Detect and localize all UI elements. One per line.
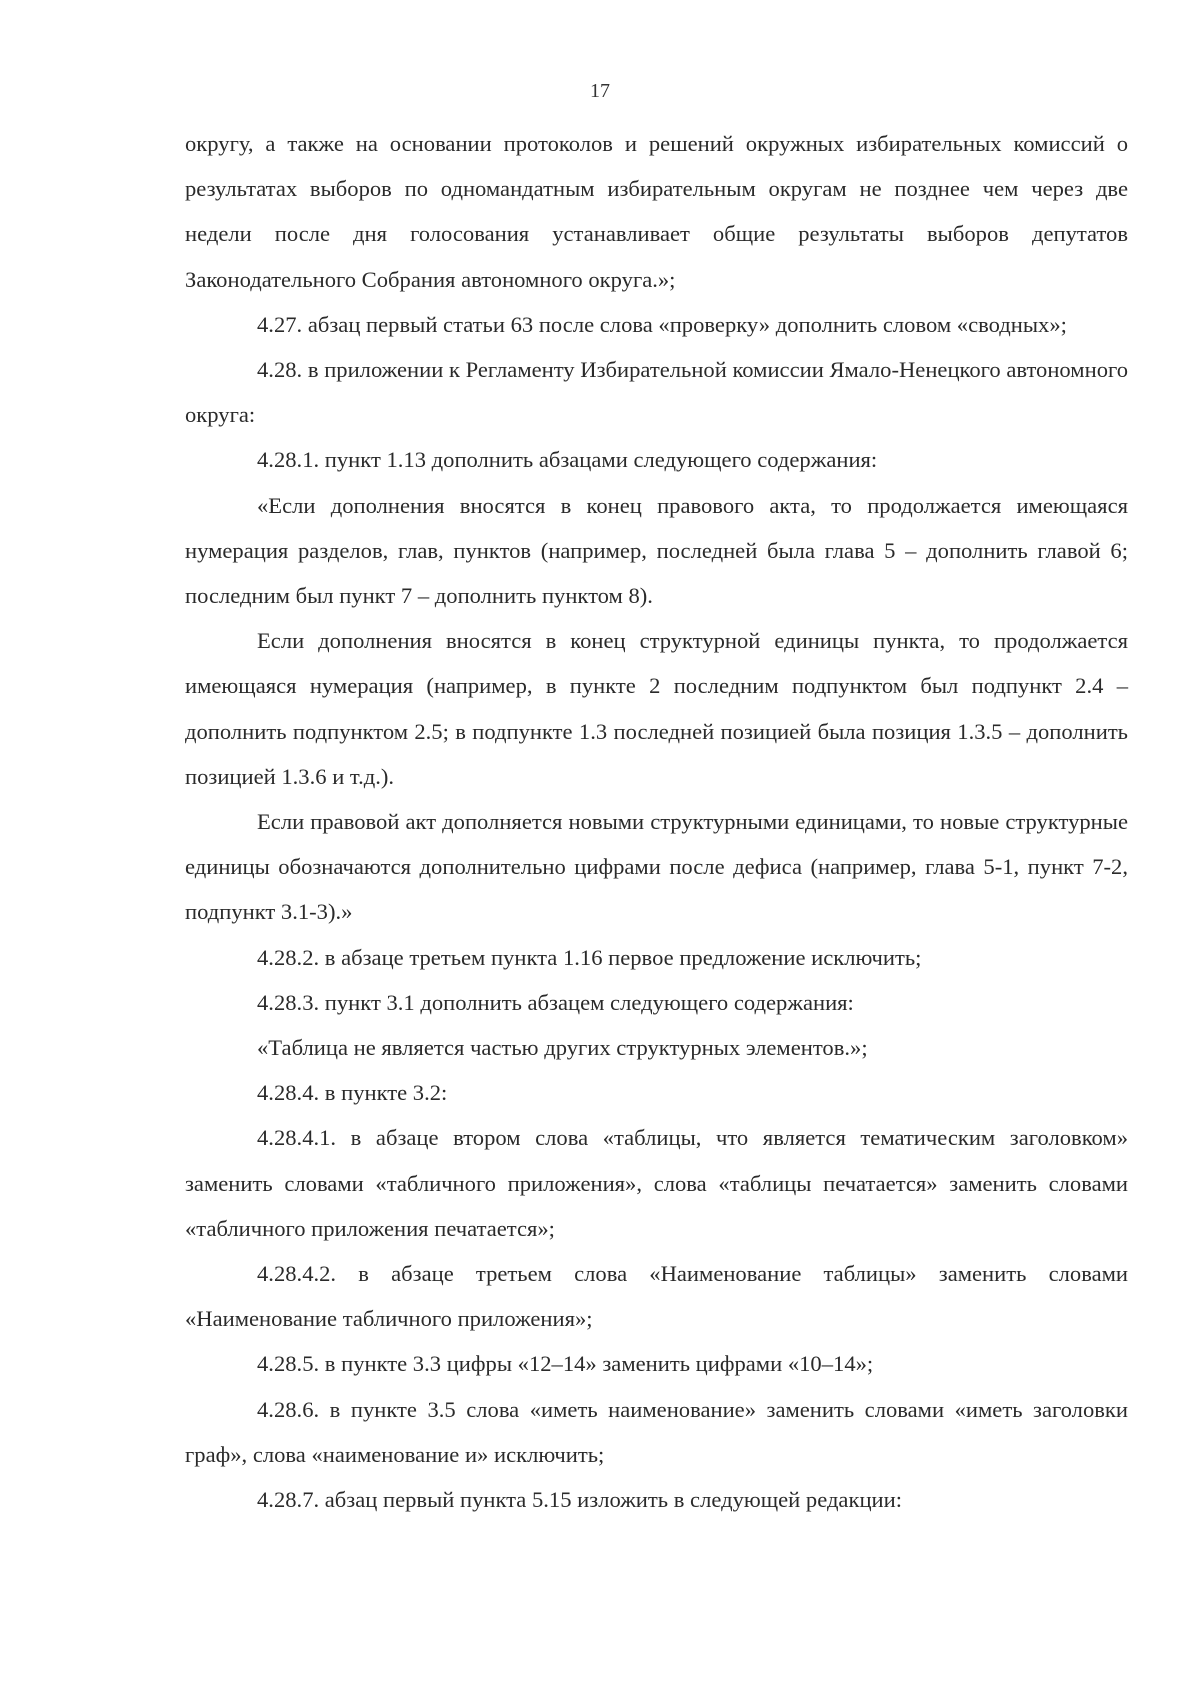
paragraph: 4.28.2. в абзаце третьем пункта 1.16 первое предложение исключить; — [257, 944, 922, 970]
paragraph: 4.28.6. в пункте 3.5 слова «иметь наименование» заменить словами «иметь заголовки граф», слова «наименование и» исключить; — [185, 1396, 1128, 1467]
paragraph: 4.28.1. пункт 1.13 дополнить абзацами следующего содержания: — [257, 447, 878, 473]
paragraph: 4.27. абзац первый статьи 63 после слова «проверку» дополнить словом «сводных»; — [257, 311, 1067, 337]
paragraph: 4.28. в приложении к Регламенту Избирательной комиссии Ямало-Ненецкого автономного округа: — [185, 357, 1128, 428]
paragraph: 4.28.4.2. в абзаце третьем слова «Наименование таблицы» заменить словами «Наименование табличного приложения»; — [185, 1261, 1128, 1332]
paragraph: 4.28.7. абзац первый пункта 5.15 изложить в следующей редакции: — [257, 1487, 902, 1513]
paragraph: Если правовой акт дополняется новыми структурными единицами, то новые структурные единицы обозначаются дополнительно цифрами после дефиса (например, глава 5-1, пункт 7-2, подпункт 3.1-3).» — [185, 809, 1128, 925]
paragraph: 4.28.4. в пункте 3.2: — [257, 1080, 448, 1106]
page-number: 17 — [590, 80, 610, 102]
paragraph: 4.28.5. в пункте 3.3 цифры «12–14» заменить цифрами «10–14»; — [257, 1351, 874, 1377]
paragraph: «Таблица не является частью других структурных элементов.»; — [257, 1035, 868, 1061]
paragraph: 4.28.4.1. в абзаце втором слова «таблицы, что является тематическим заголовком» заменить словами «табличного приложения», слова «таблицы печатается» заменить словами «табличного приложения печатается»; — [185, 1125, 1128, 1241]
paragraph: Если дополнения вносятся в конец структурной единицы пункта, то продолжается имеющаяся нумерация (например, в пункте 2 последним подпунктом был подпункт 2.4 – дополнить подпунктом 2.5; в подпункте 1.3 последней позицией была позиция 1.3.5 – дополнить позицией 1.3.6 и т.д.). — [185, 628, 1128, 789]
paragraph: 4.28.3. пункт 3.1 дополнить абзацем следующего содержания: — [257, 989, 854, 1015]
paragraph: «Если дополнения вносятся в конец правового акта, то продолжается имеющаяся нумерация разделов, глав, пунктов (например, последней была глава 5 – дополнить главой 6; последним был пункт 7 – дополнить пунктом 8). — [185, 492, 1128, 609]
paragraph: округу, а также на основании протоколов и решений окружных избирательных комиссий о результатах выборов по одномандатным избирательным округам не позднее чем через две недели после дня голосования устанавливает общие результаты выборов депутатов Законодательного Собрания автономного округа.»; — [185, 131, 1128, 292]
document-body — [185, 121, 1128, 1522]
